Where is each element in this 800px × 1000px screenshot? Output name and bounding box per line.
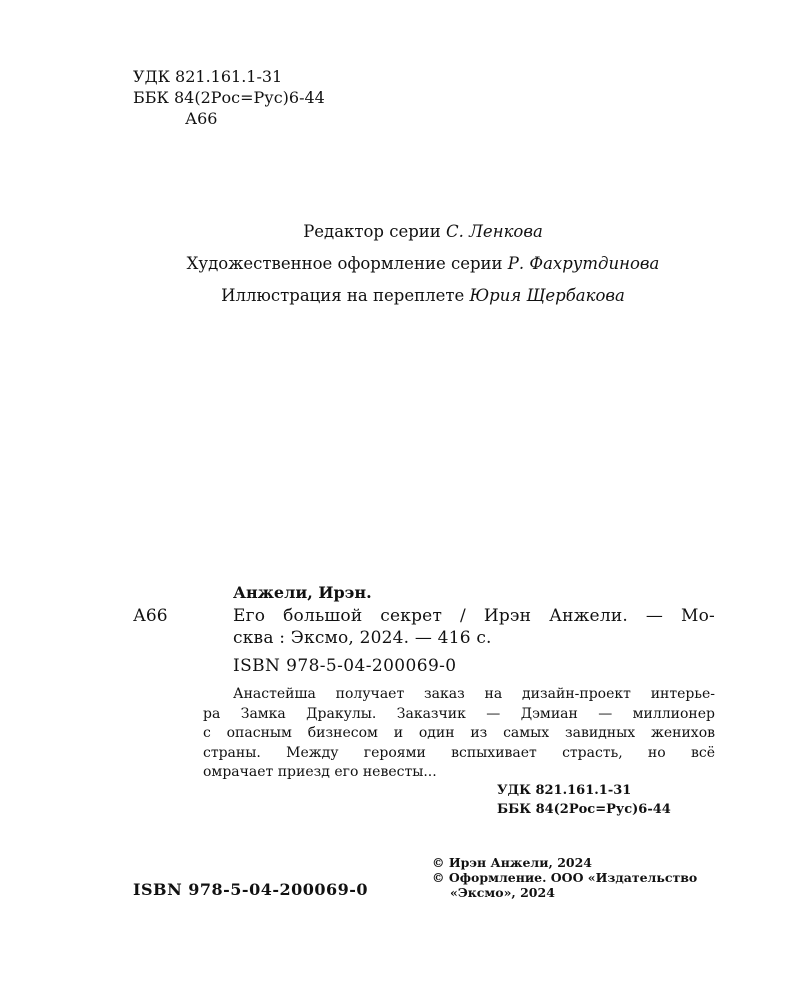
annotation-line: ра Замка Дракулы. Заказчик — Дэмиан — миллионер	[203, 705, 715, 722]
catalog-annotation	[203, 685, 715, 783]
credit-design	[0, 248, 800, 280]
copyright-line: © Оформление. ООО «Издательство	[432, 870, 698, 885]
credit-name: Юрия Щербакова	[469, 286, 625, 305]
annotation-line: Анастейша получает заказ на дизайн-проект интерье-	[233, 686, 715, 702]
credit-illustration	[0, 280, 800, 312]
credit-name: Р. Фахрутдинова	[507, 254, 660, 273]
top-classification-codes	[133, 66, 325, 129]
catalog-author-heading: Анжели, Ирэн.	[233, 583, 372, 602]
annotation-line: с опасным бизнесом и один из самых завидных женихов	[203, 725, 715, 741]
catalog-description	[233, 605, 715, 649]
catalog-isbn: ISBN 978-5-04-200069-0	[233, 656, 457, 676]
credit-editor	[0, 216, 800, 248]
udk-code: УДК 821.161.1-31	[133, 67, 283, 86]
copyright-line: © Ирэн Анжели, 2024	[432, 855, 592, 870]
credit-role: Иллюстрация на переплете	[221, 286, 465, 305]
copyright-line: «Эксмо», 2024	[450, 885, 555, 900]
annotation-line: омрачает приезд его невесты...	[203, 764, 437, 780]
catalog-author-mark: А66	[133, 606, 168, 626]
footer-isbn: ISBN 978-5-04-200069-0	[133, 880, 369, 899]
credit-name: С. Ленкова	[446, 222, 543, 241]
description-line: сква : Эксмо, 2024. — 416 с.	[233, 628, 492, 648]
author-mark: А66	[185, 109, 218, 128]
annotation-line: страны. Между героями вспыхивает страсть, но всё	[203, 744, 715, 761]
credit-role: Художественное оформление серии	[186, 254, 503, 273]
series-credits	[0, 216, 800, 312]
credit-role: Редактор серии	[303, 222, 441, 241]
copyright-notice	[432, 855, 697, 900]
bbk-code: ББК 84(2Рос=Рус)6-44	[133, 88, 325, 107]
udk-code: УДК 821.161.1-31	[497, 783, 632, 798]
bbk-code: ББК 84(2Рос=Рус)6-44	[497, 802, 671, 817]
catalog-classification-codes	[497, 781, 671, 819]
description-line: Его большой секрет / Ирэн Анжели. — Мо-	[233, 606, 715, 626]
